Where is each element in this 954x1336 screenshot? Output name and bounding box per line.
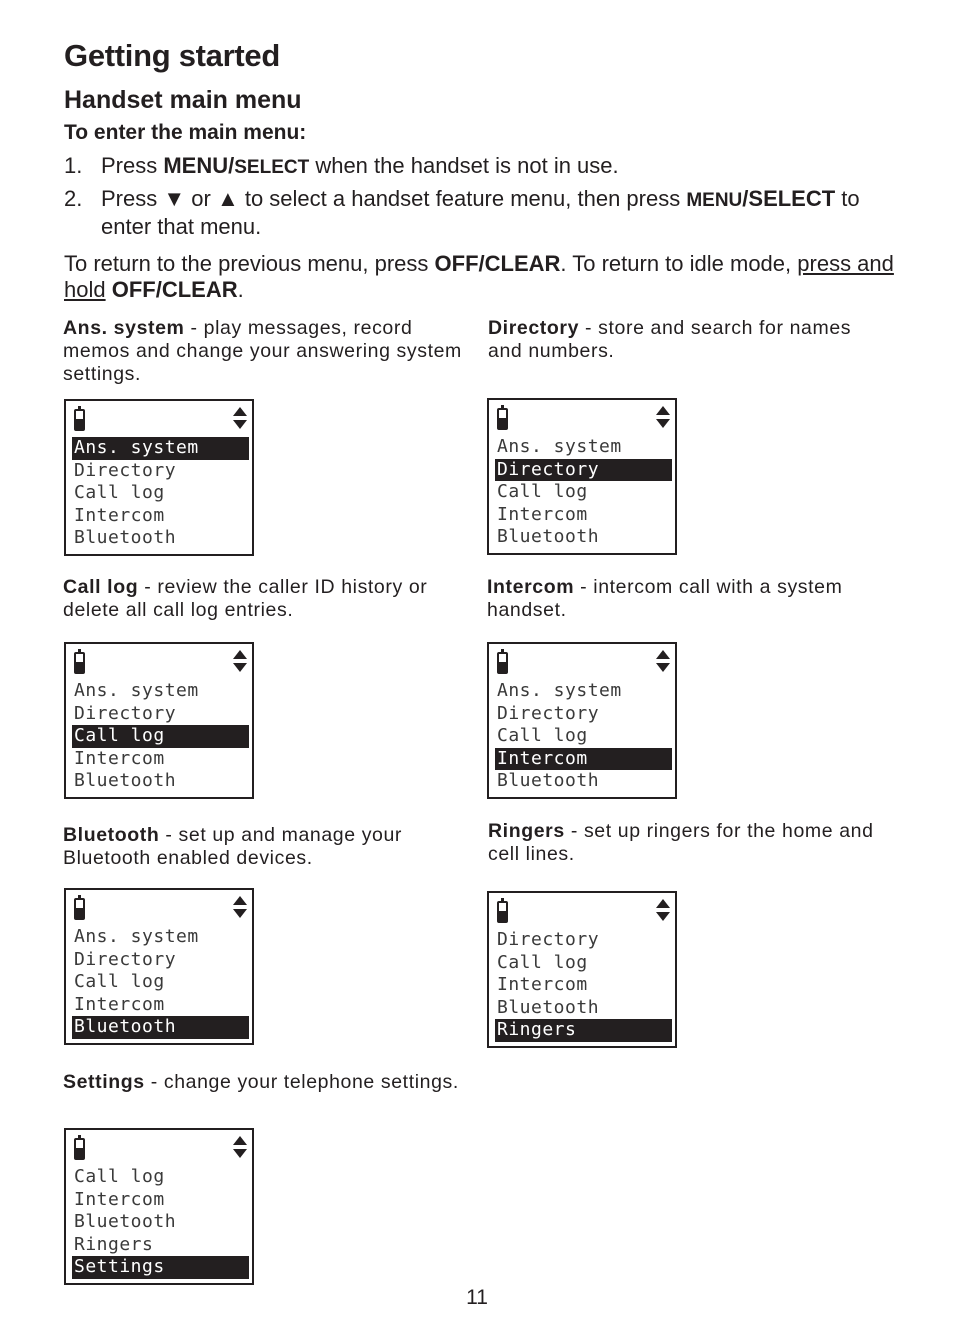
screen-row: Intercom <box>74 1188 165 1210</box>
underlined-text: press and hold <box>64 251 894 302</box>
screen-menu-rows <box>72 680 249 793</box>
screen-row: Intercom <box>74 747 165 769</box>
text-run: To return to the previous menu, press <box>64 251 435 276</box>
screen-row: Directory <box>74 948 177 970</box>
screen-row: Directory <box>497 702 600 724</box>
battery-icon <box>497 408 508 430</box>
screen-row-selected: Ringers <box>495 1019 672 1042</box>
up-arrow-icon: ▲ <box>216 186 239 211</box>
text-run: to enter that menu. <box>101 186 860 239</box>
screen-menu-rows <box>495 680 672 793</box>
scroll-arrows-icon <box>233 650 247 672</box>
scroll-arrows-icon <box>233 1136 247 1158</box>
step-number: 2. <box>64 186 83 211</box>
handset-screen-bluetooth <box>64 888 254 1045</box>
step-text <box>101 153 894 181</box>
key-name: SELECT <box>234 157 310 178</box>
scroll-arrows-icon <box>656 899 670 921</box>
scroll-arrows-icon <box>656 406 670 428</box>
screen-row: Directory <box>497 929 600 950</box>
screen-row: Call log <box>497 725 588 747</box>
handset-screen-settings <box>64 1128 254 1285</box>
menu-description-call-log <box>63 576 463 622</box>
scroll-arrows-icon <box>233 407 247 429</box>
text-run: or <box>185 186 217 211</box>
menu-desc-text: - review the caller ID history or delete all call log entries. <box>63 576 428 621</box>
down-arrow-icon: ▼ <box>163 186 186 211</box>
screen-row-selected: Call log <box>72 725 249 748</box>
screen-row: Call log <box>497 951 588 973</box>
screen-row: Intercom <box>497 503 588 525</box>
screen-row: Intercom <box>74 993 165 1015</box>
screen-row: Bluetooth <box>497 996 600 1018</box>
handset-screen-intercom <box>487 642 677 799</box>
step-number: 1. <box>64 153 83 178</box>
menu-desc-text: - set up ringers for the home and cell lines. <box>488 820 874 865</box>
screen-row: Bluetooth <box>497 770 600 792</box>
screen-row: Ans. system <box>497 436 622 457</box>
screen-row-selected: Bluetooth <box>72 1016 249 1039</box>
handset-screen-ans-system <box>64 399 254 556</box>
menu-name: Call log <box>63 576 139 598</box>
menu-name: Ringers <box>488 820 565 842</box>
screen-row: Directory <box>74 459 177 481</box>
menu-desc-text: - change your telephone settings. <box>144 1071 459 1093</box>
step-2 <box>64 186 894 240</box>
key-name: OFF/CLEAR <box>434 251 561 276</box>
screen-row: Ans. system <box>74 926 199 947</box>
menu-description-settings <box>63 1071 463 1094</box>
screen-menu-rows <box>495 436 672 549</box>
screen-row: Intercom <box>497 974 588 996</box>
key-name: MENU <box>686 190 743 211</box>
battery-icon <box>74 898 85 920</box>
key-name: OFF/CLEAR <box>111 277 238 302</box>
screen-row: Ringers <box>74 1233 154 1255</box>
menu-name: Directory <box>488 317 580 339</box>
battery-icon <box>74 1138 85 1160</box>
page-title: Getting started <box>64 38 280 73</box>
screen-row-selected: Directory <box>495 459 672 482</box>
scroll-arrows-icon <box>233 896 247 918</box>
menu-description-bluetooth <box>63 824 463 870</box>
battery-icon <box>497 901 508 923</box>
menu-desc-text: - set up and manage your Bluetooth enabled devices. <box>63 824 403 869</box>
menu-description-ans-system <box>63 317 463 386</box>
screen-row: Ans. system <box>497 680 622 701</box>
section-heading: Handset main menu <box>64 86 302 114</box>
screen-row: Call log <box>74 1166 165 1187</box>
handset-screen-ringers <box>487 891 677 1048</box>
screen-row: Call log <box>497 481 588 503</box>
menu-name: Settings <box>63 1071 145 1093</box>
screen-menu-rows <box>495 929 672 1042</box>
screen-menu-rows <box>72 1166 249 1279</box>
menu-name: Bluetooth <box>63 824 160 846</box>
screen-menu-rows <box>72 926 249 1039</box>
text-run: . <box>237 277 244 302</box>
menu-desc-text: - store and search for names and numbers. <box>488 317 852 362</box>
screen-row: Intercom <box>74 504 165 526</box>
key-name: MENU/ <box>163 153 235 178</box>
text-run: Press <box>101 153 164 178</box>
menu-name: Ans. system <box>63 317 185 339</box>
menu-description-ringers <box>488 820 888 866</box>
menu-desc-text: - play messages, record memos and change your answering system settings. <box>63 317 462 385</box>
screen-row: Call log <box>74 482 165 504</box>
step-1 <box>64 153 894 181</box>
screen-row: Call log <box>74 971 165 993</box>
menu-description-intercom <box>487 576 887 622</box>
screen-row: Bluetooth <box>74 527 177 549</box>
return-instructions <box>64 251 894 303</box>
menu-description-directory <box>488 317 888 363</box>
battery-icon <box>74 652 85 674</box>
key-name: /SELECT <box>742 186 836 211</box>
screen-row: Bluetooth <box>74 1211 177 1233</box>
text-run: Press <box>101 186 164 211</box>
page-number: 11 <box>466 1286 488 1309</box>
screen-row-selected: Intercom <box>495 748 672 771</box>
screen-row: Ans. system <box>74 680 199 701</box>
screen-menu-rows <box>72 437 249 550</box>
subsection-heading: To enter the main menu: <box>64 121 307 144</box>
scroll-arrows-icon <box>656 650 670 672</box>
battery-icon <box>497 652 508 674</box>
screen-row: Bluetooth <box>74 770 177 792</box>
screen-row-selected: Ans. system <box>72 437 249 460</box>
battery-icon <box>74 409 85 431</box>
screen-row: Bluetooth <box>497 526 600 548</box>
menu-desc-text: - intercom call with a system handset. <box>487 576 843 621</box>
text-run: when the handset is not in use. <box>309 153 619 178</box>
text-run: . To return to idle mode, <box>560 251 798 276</box>
handset-screen-directory <box>487 398 677 555</box>
screen-row: Directory <box>74 702 177 724</box>
step-text <box>101 186 894 240</box>
screen-row-selected: Settings <box>72 1256 249 1279</box>
text-run: to select a handset feature menu, then press <box>238 186 687 211</box>
menu-name: Intercom <box>487 576 575 598</box>
handset-screen-call-log <box>64 642 254 799</box>
